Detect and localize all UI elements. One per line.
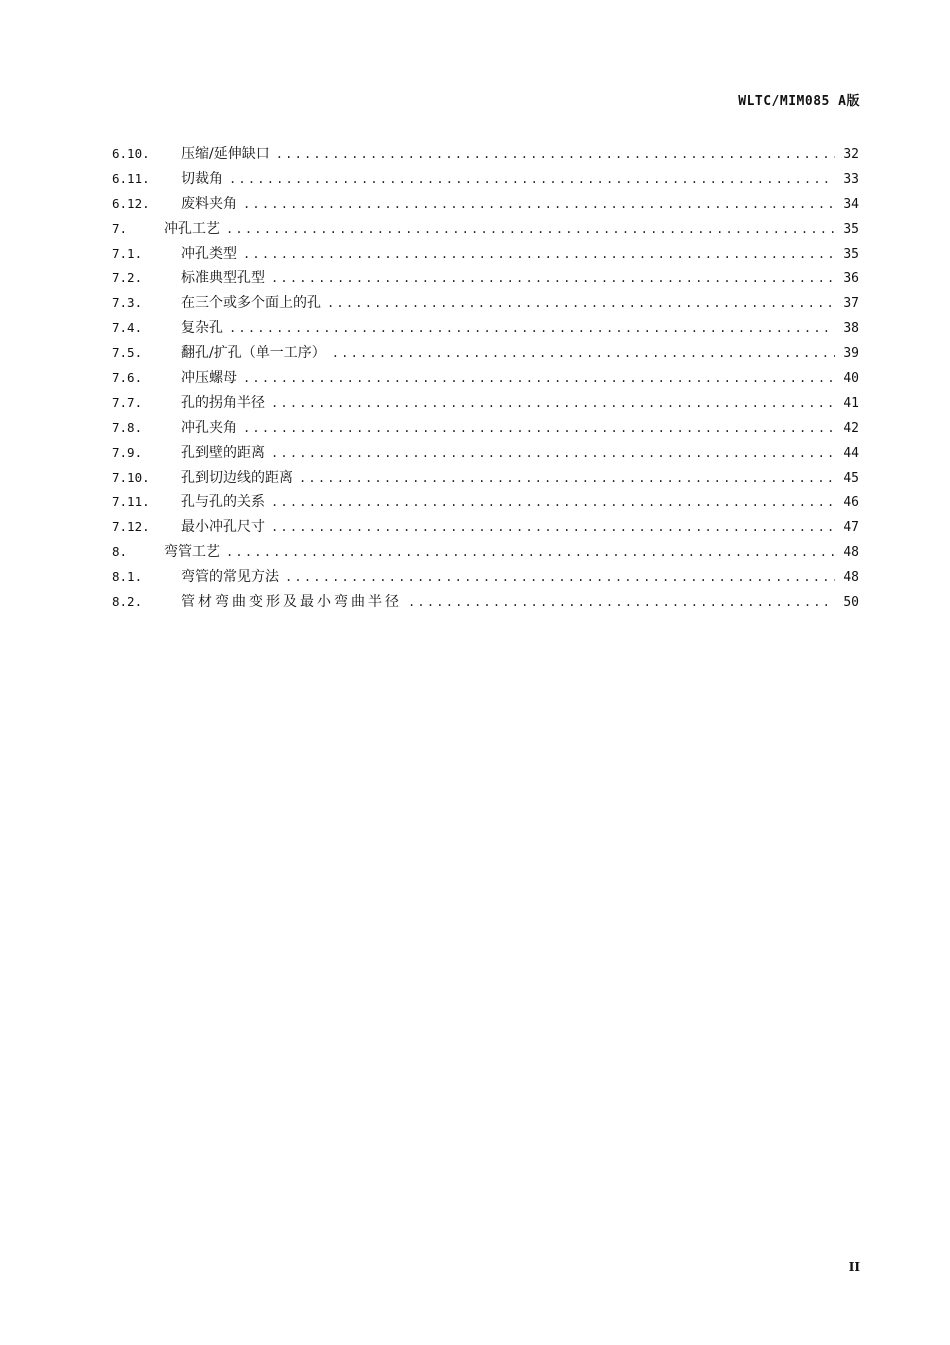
toc-dot-leader [243,366,835,391]
toc-entry[interactable] [112,142,859,167]
toc-entry-number: 7.5. [112,345,143,361]
document-code: WLTC/MIM085 A版 [738,94,860,109]
toc-entry[interactable] [112,490,859,515]
toc-entry-page: 50 [843,595,859,611]
toc-entry[interactable] [112,540,859,565]
toc-dot-leader [332,341,835,366]
toc-dot-leader [229,316,835,341]
toc-entry-number: 7.12. [112,519,150,535]
toc-entry-title: 孔到壁的距离 [181,444,265,461]
toc-entry-number: 7.9. [112,444,143,460]
toc-entry-page: 48 [843,545,859,561]
toc-dot-leader [299,466,835,491]
toc-entry-number: 7.10. [112,469,150,485]
toc-entry-page: 46 [843,495,859,511]
toc-entry-page: 41 [843,395,859,411]
toc-entry[interactable] [112,590,859,615]
toc-entry-title: 孔的拐角半径 [181,394,265,411]
toc-entry-title: 复杂孔 [181,320,223,337]
toc-entry-title: 在三个或多个面上的孔 [181,295,321,312]
toc-dot-leader [271,441,835,466]
toc-entry-page: 44 [843,445,859,461]
toc-dot-leader [408,590,835,615]
toc-entry-number: 7.4. [112,320,143,336]
toc-entry-page: 39 [843,346,859,362]
toc-entry-title: 弯管的常见方法 [181,569,279,586]
toc-entry-title: 冲压螺母 [181,370,237,387]
toc-entry-number: 7.7. [112,394,143,410]
table-of-contents [112,142,859,615]
toc-entry-title: 孔到切边线的距离 [181,469,293,486]
page-number: II [848,1260,860,1274]
toc-entry[interactable] [112,515,859,540]
toc-entry-page: 47 [843,520,859,536]
toc-entry-number: 6.12. [112,195,150,211]
toc-entry[interactable] [112,291,859,316]
toc-entry-title: 弯管工艺 [164,544,220,561]
toc-dot-leader [243,416,835,441]
toc-dot-leader [226,217,835,242]
toc-entry-number: 7.2. [112,270,143,286]
toc-entry-page: 42 [843,420,859,436]
toc-dot-leader [271,266,835,291]
toc-entry-title: 翻孔/扩孔（单一工序） [181,345,326,362]
toc-entry[interactable] [112,441,859,466]
toc-entry-title: 切裁角 [181,170,223,187]
toc-entry-title: 废料夹角 [181,195,237,212]
toc-entry-title: 最小冲孔尺寸 [181,519,265,536]
toc-entry[interactable] [112,266,859,291]
toc-entry-page: 32 [843,147,859,162]
toc-entry[interactable] [112,416,859,441]
toc-entry[interactable] [112,316,859,341]
toc-entry-number: 6.10. [112,146,150,161]
toc-entry-page: 40 [843,371,859,387]
toc-entry-title: 压缩/延伸缺口 [181,146,270,162]
toc-entry[interactable] [112,242,859,267]
toc-entry-number: 7. [112,220,128,236]
toc-entry-title: 冲孔夹角 [181,419,237,436]
toc-dot-leader [243,192,835,217]
toc-entry-number: 7.8. [112,419,143,435]
toc-entry-number: 7.1. [112,245,143,261]
toc-entry-page: 48 [843,570,859,586]
toc-entry-number: 8. [112,544,128,560]
toc-entry-number: 8.2. [112,594,143,610]
toc-dot-leader [285,565,835,590]
toc-dot-leader [226,540,835,565]
toc-entry-title: 冲孔类型 [181,245,237,262]
toc-entry[interactable] [112,192,859,217]
toc-entry-title: 冲孔工艺 [164,220,220,237]
toc-entry-page: 35 [843,221,859,237]
toc-entry-number: 7.6. [112,370,143,386]
toc-entry-number: 6.11. [112,170,150,186]
toc-entry[interactable] [112,366,859,391]
toc-entry-page: 33 [843,171,859,187]
toc-entry[interactable] [112,217,859,242]
toc-entry[interactable] [112,167,859,192]
toc-entry[interactable] [112,565,859,590]
toc-entry-page: 38 [843,321,859,337]
toc-entry-page: 45 [843,470,859,486]
toc-entry-page: 37 [843,296,859,312]
toc-entry-number: 7.3. [112,295,143,311]
toc-entry-page: 35 [843,246,859,262]
toc-entry-title: 管材弯曲变形及最小弯曲半径 [181,594,402,611]
toc-entry[interactable] [112,391,859,416]
toc-entry-number: 7.11. [112,494,150,510]
toc-dot-leader [276,142,835,167]
toc-dot-leader [229,167,835,192]
toc-dot-leader [327,291,835,316]
toc-dot-leader [271,515,835,540]
toc-entry-number: 8.1. [112,569,143,585]
toc-entry[interactable] [112,466,859,491]
toc-dot-leader [271,391,835,416]
toc-entry-page: 36 [843,271,859,287]
toc-dot-leader [271,490,835,515]
toc-dot-leader [243,242,835,267]
toc-entry-title: 孔与孔的关系 [181,494,265,511]
toc-entry-page: 34 [843,196,859,212]
toc-entry-title: 标准典型孔型 [181,270,265,287]
toc-entry[interactable] [112,341,859,366]
